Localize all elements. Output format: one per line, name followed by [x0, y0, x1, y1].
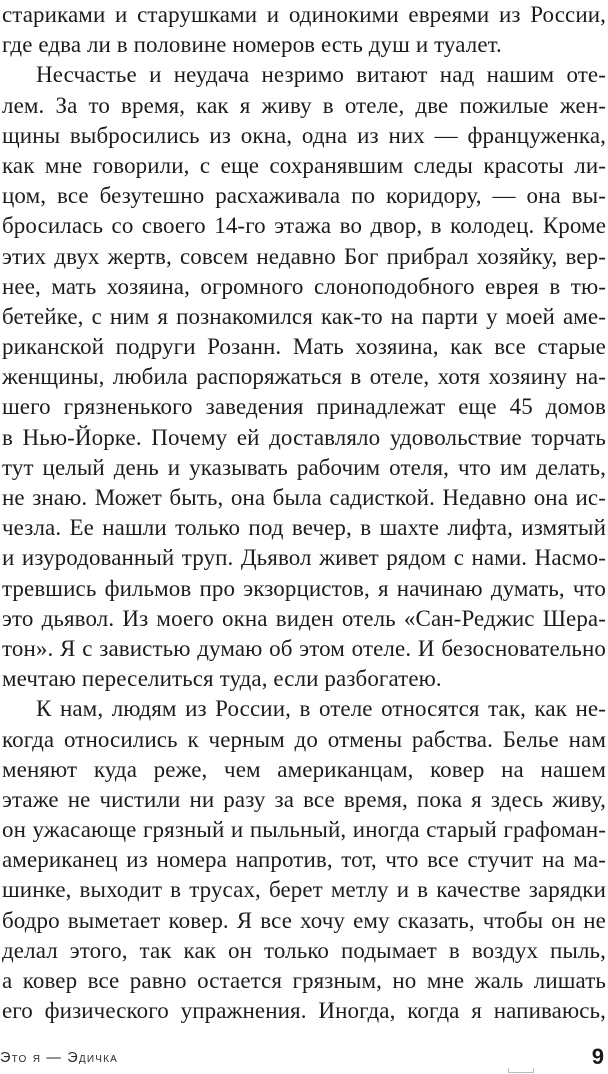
text-line: Несчастье и неудача незримо витают над нашим оте- — [36, 62, 606, 88]
text-line: мечтаю переселиться туда, если разбогатею. — [2, 666, 442, 692]
text-line: чезла. Ее нашли только под вечер, в шахте лифта, измятый — [2, 515, 606, 541]
text-line: нее, мать хозяина, огромного слоноподобного еврея в тю- — [2, 273, 606, 299]
text-line: делал этого, так как он только подымает в воздух пыль, — [2, 937, 606, 963]
text-line: риканской подруги Розанн. Мать хозяина, как все старые — [2, 334, 606, 360]
body-text — [2, 0, 606, 1026]
text-line: американец из номера напротив, тот, что все стучит на ма- — [2, 847, 606, 873]
text-line: цом, все безутешно расхаживала по коридору, — она вы- — [2, 183, 606, 209]
text-line: это дьявол. Из моего окна виден отель «Сан-Реджис Шера- — [2, 605, 606, 631]
text-line: он ужасающе грязный и пыльный, иногда старый графоман- — [2, 817, 606, 843]
text-line: не знаю. Может быть, она была садисткой. Недавно она ис- — [2, 485, 606, 510]
text-line: шего грязненького заведения принадлежат еще 45 домов — [2, 394, 606, 420]
text-line: меняют куда реже, чем американцам, ковер на нашем — [2, 756, 606, 782]
text-line: где едва ли в половине номеров есть душ и туалет. — [2, 32, 502, 58]
text-line: тревшись фильмов про экзорцистов, я начинаю думать, что — [2, 575, 606, 601]
text-line: этих двух жертв, совсем недавно Бог прибрал хозяйку, вер- — [2, 243, 606, 269]
text-line: щины выбросились из окна, одна из них — француженка, — [2, 122, 606, 148]
text-line: тут целый день и указывать рабочим отеля, что им делать, — [2, 454, 606, 480]
text-line: бросилась со своего 14-го этажа во двор, в колодец. Кроме — [2, 213, 606, 239]
text-line: и изуродованный труп. Дьявол живет рядом с нами. Насмо- — [2, 545, 606, 571]
text-line: как мне говорили, с еще сохранявшим следы красоты ли- — [2, 152, 606, 178]
text-line: бодро выметает ковер. Я все хочу ему сказать, чтобы он не — [2, 907, 606, 933]
text-line: женщины, любила распоряжаться в отеле, хотя хозяину на- — [2, 364, 606, 390]
running-title: Это я — Эдичка — [0, 1050, 119, 1066]
text-line: шинке, выходит в трусах, берет метлу и в качестве зарядки — [2, 877, 606, 903]
text-line: стариками и старушками и одинокими евреями из России, — [2, 2, 606, 27]
footer-mark — [508, 1068, 534, 1073]
text-line: а ковер все равно остается грязным, но мне жаль лишать — [2, 968, 606, 993]
text-line: этаже не чистили ни разу за все время, пока я здесь живу, — [2, 786, 606, 812]
page-number: 9 — [591, 1044, 604, 1069]
text-line: бетейке, с ним я познакомился как-то на парти у моей аме- — [2, 303, 606, 329]
text-line: когда относились к черным до отмены рабства. Белье нам — [2, 726, 606, 752]
text-line: его физического упражнения. Иногда, когда я напиваюсь, — [2, 998, 606, 1024]
text-line: тон». Я с завистью думаю об этом отеле. И безосновательно — [2, 635, 606, 661]
page-footer — [0, 1046, 606, 1070]
text-line: К нам, людям из России, в отеле относятся так, как не- — [36, 696, 606, 722]
text-line: лем. За то время, как я живу в отеле, две пожилые жен- — [2, 92, 606, 118]
text-line: в Нью-Йорке. Почему ей доставляло удовольствие торчать — [2, 424, 606, 450]
